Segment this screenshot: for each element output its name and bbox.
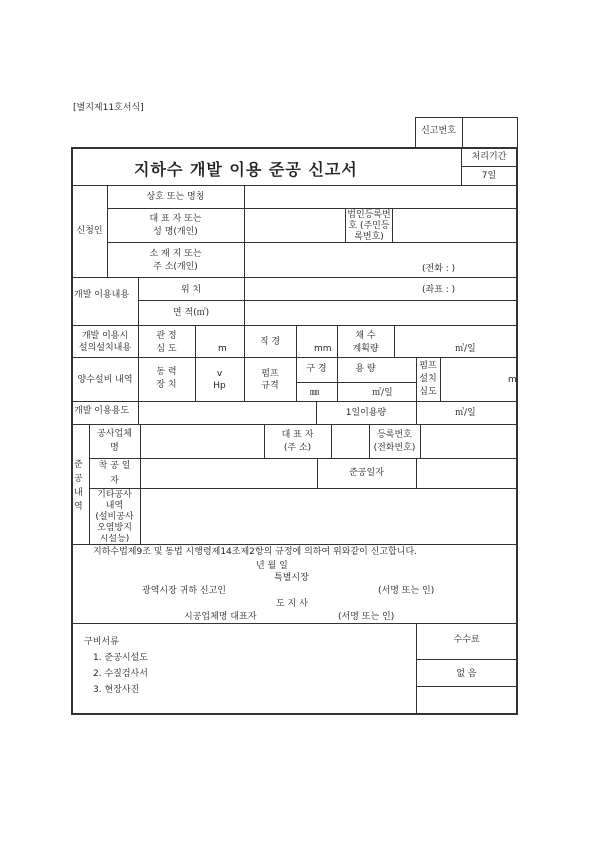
phone-label: (전화 : ) — [422, 264, 456, 274]
page-title: 지하수 개발 이용 준공 신고서 — [134, 160, 358, 179]
facility-label-2: 설의설치내용 — [78, 343, 132, 353]
declaration-date: 년 월 일 — [256, 561, 288, 571]
install-unit: m — [508, 375, 517, 385]
processing-days: 7일 — [481, 171, 497, 181]
pump-spec-2: 규격 — [261, 381, 279, 391]
owner-label-1: 소 재 지 또는 — [149, 249, 202, 259]
receipt-no-label: 신고번호 — [421, 126, 456, 136]
plan-unit: ㎥/일 — [455, 344, 476, 354]
area-label: 면 적(㎡) — [172, 308, 210, 318]
pump-spec-1: 펌프 — [261, 369, 279, 379]
fee-value: 없 음 — [456, 669, 477, 679]
start-date-label-2: 자 — [110, 476, 119, 486]
contractor-label-2: 명 — [110, 443, 119, 453]
applicant-label: 신청인 — [76, 226, 103, 236]
bore-unit: ㎜ — [310, 388, 320, 398]
power-unit-1: v — [216, 369, 223, 379]
contractor-label-1: 공사업체 — [97, 429, 132, 439]
diameter-unit: mm — [314, 344, 332, 354]
sign-2: (서명 또는 인) — [338, 612, 395, 622]
power-unit-2: Hp — [213, 381, 226, 391]
install-depth-2: 설치 — [419, 374, 437, 384]
rep-label-2: 성 명(개인) — [153, 227, 198, 237]
purpose-label: 개발 이용용도 — [74, 406, 130, 416]
metro-line: 광역시장 귀하 신고인 — [142, 586, 226, 596]
depth-label-1: 관 정 — [156, 331, 177, 341]
documents-title: 구비서류 — [84, 637, 119, 647]
other-work-4: 오염방지 — [97, 523, 132, 533]
document-item-1: 1. 준공시설도 — [93, 653, 148, 663]
power-label-2: 장 치 — [156, 380, 177, 390]
reg-no-label-1: 등록번호 — [377, 430, 412, 440]
daily-usage-unit: ㎥/일 — [455, 408, 476, 418]
install-depth-1: 펌프 — [419, 361, 437, 371]
other-work-2: 내역 — [105, 501, 124, 511]
fee-label: 수수료 — [453, 635, 480, 645]
corp-no-label: 법인등록번호 (주민등록번호) — [347, 210, 391, 242]
plan-label-2: 계획량 — [352, 344, 379, 354]
power-label-1: 동 력 — [156, 367, 177, 377]
depth-unit: m — [218, 344, 227, 354]
location-label: 위 치 — [180, 285, 202, 295]
other-work-1: 기타공사 — [97, 490, 132, 500]
form-code: [별지제11호서식] — [73, 103, 144, 113]
start-date-label-1: 착 공 일 — [98, 461, 131, 471]
province: 도 지 사 — [276, 599, 308, 609]
daily-usage-label: 1일이용량 — [345, 408, 387, 418]
end-date-label: 준공일자 — [349, 468, 384, 478]
plan-label-1: 채 수 — [355, 331, 376, 341]
capacity-label: 용 량 — [355, 364, 376, 374]
completion-rep-2: (주 소) — [283, 443, 312, 453]
owner-label-2: 주 소(개인) — [153, 262, 198, 272]
pump-section-label: 양수설비 내역 — [77, 375, 133, 385]
special-city: 특별시장 — [274, 573, 309, 583]
completion-rep-1: 대 표 자 — [281, 430, 314, 440]
other-work-3: (설비공사 — [95, 512, 134, 522]
capacity-unit: ㎥/일 — [372, 388, 393, 398]
sign-1: (서명 또는 인) — [378, 586, 435, 596]
other-work-5: 시설등) — [99, 534, 130, 543]
install-depth-3: 심도 — [419, 387, 437, 397]
reg-no-label-2: (전화번호) — [373, 443, 416, 453]
document-item-3: 3. 현장사진 — [93, 685, 140, 695]
bore-label: 구 경 — [306, 364, 327, 374]
diameter-label: 직 경 — [259, 337, 281, 347]
depth-label-2: 심 도 — [156, 344, 177, 354]
document-item-2: 2. 수질검사서 — [93, 669, 148, 679]
rep-label-1: 대 표 자 또는 — [149, 214, 202, 224]
facility-label-1: 개발 이용시 — [81, 331, 129, 341]
declaration-statement: 지하수법제9조 및 동법 시행령제14조제2항의 규정에 의하여 위와같이 신고합니다. — [93, 547, 418, 557]
completion-section: 준공내역 — [74, 460, 83, 512]
site-section-label: 개발 이용내용 — [74, 290, 130, 300]
coords-label: (좌표 : ) — [422, 285, 456, 295]
contractor-sign-line: 시공업체명 대표자 — [184, 612, 257, 622]
processing-label: 처리기간 — [471, 152, 507, 162]
trade-name-label: 상호 또는 명칭 — [146, 192, 205, 202]
